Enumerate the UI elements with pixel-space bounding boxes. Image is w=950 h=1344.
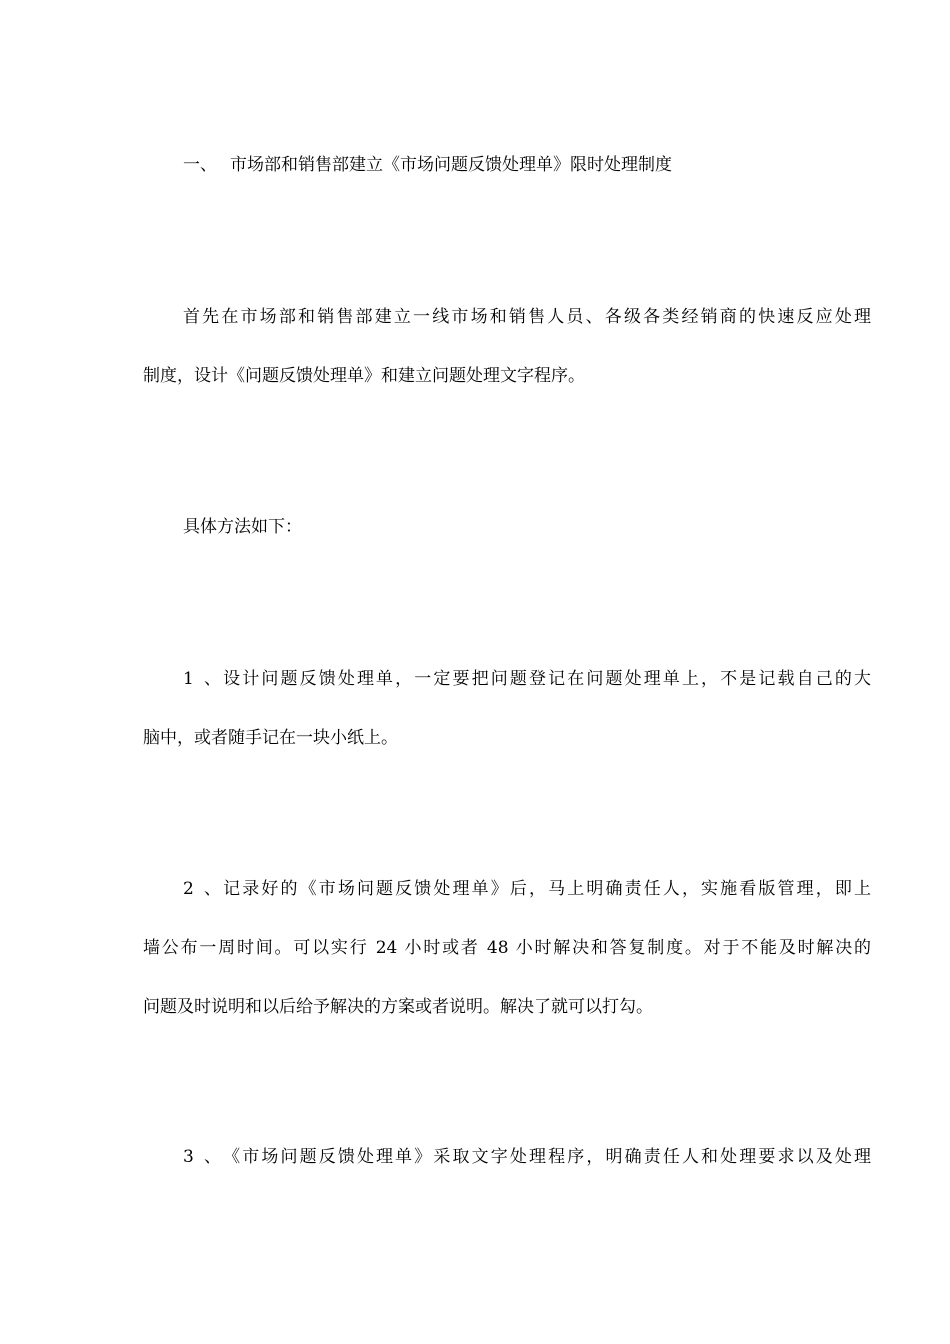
- item-2-line-2: 墙公布一周时间。可以实行 24 小时或者 48 小时解决和答复制度。对于不能及时解决的: [143, 938, 871, 958]
- item-1-line-2: 脑中，或者随手记在一块小纸上。: [143, 728, 398, 748]
- intro-line-2: 制度，设计《问题反馈处理单》和建立问题处理文字程序。: [143, 366, 585, 386]
- intro-line-1: 首先在市场部和销售部建立一线市场和销售人员、各级各类经销商的快速反应处理: [183, 307, 871, 327]
- method-title: 具体方法如下：: [183, 517, 302, 537]
- item-2-line-3: 问题及时说明和以后给予解决的方案或者说明。解决了就可以打勾。: [143, 997, 653, 1017]
- item-2-line-1: [183, 877, 871, 901]
- item-3-text-1: 《市场问题反馈处理单》采取文字处理程序，明确责任人和处理要求以及处理: [221, 1147, 871, 1167]
- item-3-marker: 3、: [183, 1147, 221, 1167]
- item-1-line-1: [183, 667, 871, 691]
- heading-marker: 一、: [183, 155, 217, 175]
- item-1-text-1: 设计问题反馈处理单，一定要把问题登记在问题处理单上，不是记载自己的大: [221, 669, 871, 689]
- section-heading: [183, 153, 672, 177]
- heading-text: 市场部和销售部建立《市场问题反馈处理单》限时处理制度: [230, 155, 672, 175]
- item-3-line-1: [183, 1145, 871, 1169]
- item-2-marker: 2、: [183, 879, 221, 899]
- item-2-text-1: 记录好的《市场问题反馈处理单》后，马上明确责任人，实施看版管理，即上: [221, 879, 871, 899]
- item-1-marker: 1、: [183, 669, 221, 689]
